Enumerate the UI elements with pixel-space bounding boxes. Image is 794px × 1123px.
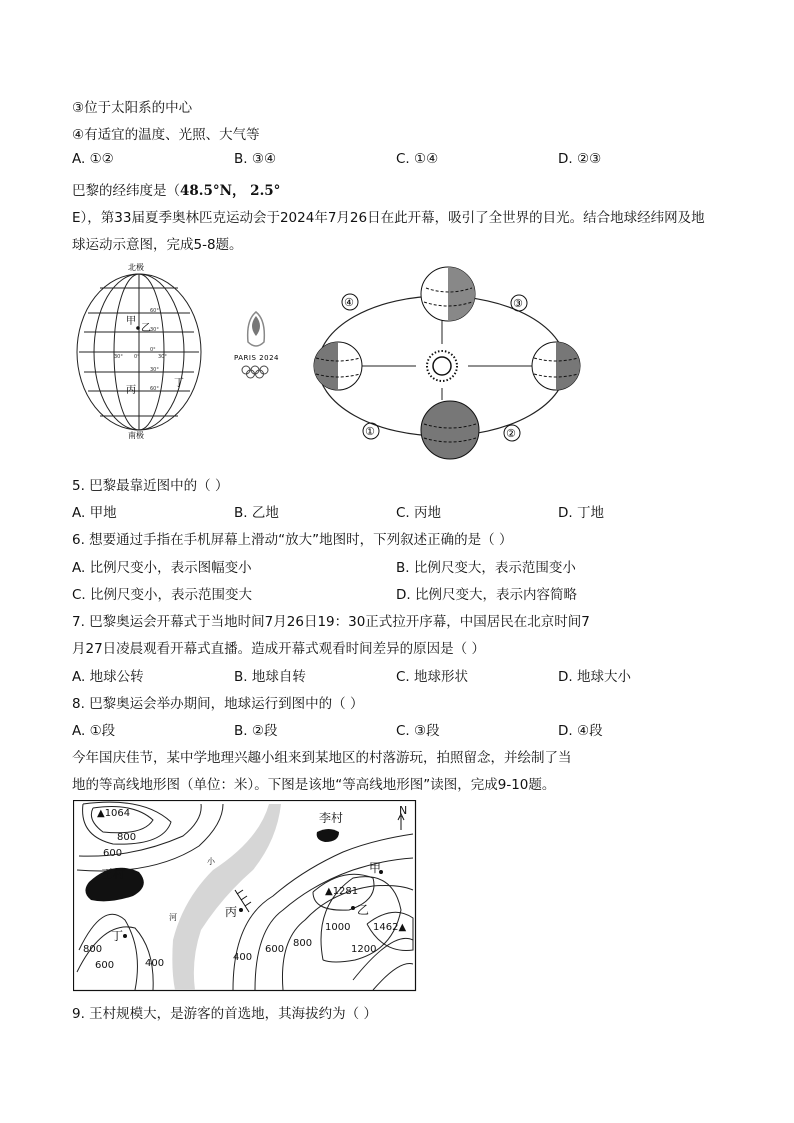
paris-text: 巴黎的经纬度是（ (72, 183, 180, 199)
contour-label-1000: 1000 (325, 922, 351, 933)
sun-icon (427, 351, 457, 381)
peak-1281: ▲1281 (325, 886, 359, 897)
point-yi-marker (136, 326, 140, 330)
q8-option-a: A. ①段 (72, 723, 116, 739)
point-jia-label: 甲 (126, 316, 136, 327)
option-d: D. ②③ (558, 151, 602, 167)
q5-option-a: A. 甲地 (72, 505, 117, 521)
lat-label-2: 30° (150, 327, 159, 333)
q6-option-a: A. 比例尺变小，表示图幅变小 (72, 560, 252, 576)
figure-globe-orbit (70, 258, 590, 468)
q6-option-c: C. 比例尺变小，表示范围变大 (72, 587, 253, 603)
paris-2024-text: PARIS 2024 (234, 354, 279, 362)
earth-bottom (421, 401, 479, 459)
contour-label-1200: 1200 (351, 944, 377, 955)
q5-stem: 5. 巴黎最靠近图中的（ ） (72, 478, 229, 494)
q7-stem-line1: 7. 巴黎奥运会开幕式于当地时间7月26日19：30正式拉开序幕，中国居民在北京时间7 (72, 614, 590, 630)
north-label: N (399, 804, 408, 817)
globe-graticule (77, 274, 201, 430)
q9-stem: 9. 王村规模大，是游客的首选地，其海拔约为（ ） (72, 1006, 377, 1022)
q8-option-b: B. ②段 (234, 723, 278, 739)
point-ding: 丁 (111, 929, 124, 943)
orbit-segment-4: ④ (344, 296, 354, 309)
q7-option-a: A. 地球公转 (72, 669, 144, 685)
contour-label-400-a: 400 (145, 958, 165, 969)
paris-intro-line1 (72, 179, 280, 199)
option-c: C. ①④ (396, 151, 439, 167)
point-jia: 甲 (369, 861, 382, 875)
q5-option-d: D. 丁地 (558, 505, 604, 521)
contour-map (73, 800, 417, 992)
contour-label-600-a: 600 (103, 848, 123, 859)
option-b: B. ③④ (234, 151, 277, 167)
statement-3: ③位于太阳系的中心 (72, 100, 193, 116)
q7-stem-line2: 月27日凌晨观看开幕式直播。造成开幕式观看时间差异的原因是（ ） (72, 641, 485, 657)
south-pole-label: 南极 (128, 431, 144, 440)
paris-2024-logo (234, 312, 279, 378)
river-char-1: 小 (207, 857, 215, 866)
peak-1064: ▲1064 (97, 808, 131, 819)
lat-label-4: 30° (150, 367, 159, 373)
village-li: 李村 (319, 811, 344, 825)
q8-option-c: C. ③段 (396, 723, 440, 739)
q7-option-b: B. 地球自转 (234, 669, 306, 685)
peak-1462: 1462▲ (373, 922, 407, 933)
option-a: A. ①② (72, 151, 114, 167)
q7-option-c: C. 地球形状 (396, 669, 469, 685)
orbit-segment-3: ③ (513, 297, 523, 310)
lat-label-1: 60° (150, 308, 159, 314)
q6-stem: 6. 想要通过手指在手机屏幕上滑动“放大”地图时，下列叙述正确的是（ ） (72, 532, 513, 548)
lat-label-5: 60° (150, 386, 159, 392)
contour-label-800-c: 800 (83, 944, 103, 955)
q6-option-d: D. 比例尺变大，表示内容简略 (396, 587, 577, 603)
north-pole-label: 北极 (128, 263, 144, 272)
point-yi-label: 乙 (141, 323, 151, 334)
point-ding-label: 丁 (174, 378, 184, 389)
point-yi: 乙 (357, 903, 370, 917)
orbit-segment-1: ① (365, 425, 375, 438)
lat-label-3: 0° (150, 347, 156, 353)
paris-intro-line2: E），第33届夏季奥林匹克运动会于2024年7月26日在此开幕，吸引了全世界的目光。结合地球经纬网及地 (72, 210, 705, 226)
paris-intro-line3: 球运动示意图，完成5-8题。 (72, 237, 243, 253)
village-wang: 王村 (101, 867, 126, 881)
orbit-diagram (314, 267, 580, 459)
contour-label-400-b: 400 (233, 952, 253, 963)
point-bing-label: 丙 (126, 385, 136, 396)
earth-top (421, 267, 475, 321)
q7-option-d: D. 地球大小 (558, 669, 631, 685)
passage2-line2: 地的等高线地形图（单位：米）。下图是该地“等高线地形图”读图，完成9-10题。 (72, 777, 556, 793)
contour-label-800-a: 800 (117, 832, 137, 843)
river-char-2: 河 (169, 913, 177, 922)
q6-option-b: B. 比例尺变大，表示范围变小 (396, 560, 576, 576)
statement-4: ④有适宜的温度、光照、大气等 (72, 127, 260, 143)
contour-label-600-b: 600 (265, 944, 285, 955)
earth-left (314, 342, 362, 390)
lon-label-2: 0° (134, 354, 140, 360)
passage2-line1: 今年国庆佳节，某中学地理兴趣小组来到某地区的村落游玩，拍照留念，并绘制了当 (72, 750, 572, 766)
earth-right (532, 342, 580, 390)
q5-option-c: C. 丙地 (396, 505, 442, 521)
q8-option-d: D. ④段 (558, 723, 603, 739)
contour-label-800-b: 800 (293, 938, 313, 949)
q5-option-b: B. 乙地 (234, 505, 279, 521)
orbit-segment-2: ② (506, 427, 516, 440)
lon-label-1: 30° (114, 354, 123, 360)
contour-label-600-c: 600 (95, 960, 115, 971)
point-bing: 丙 (225, 905, 238, 919)
q8-stem: 8. 巴黎奥运会举办期间，地球运行到图中的（ ） (72, 696, 364, 712)
lon-label-3: 30° (158, 354, 167, 360)
paris-coordinates: 48.5°N， 2.5° (180, 183, 281, 199)
